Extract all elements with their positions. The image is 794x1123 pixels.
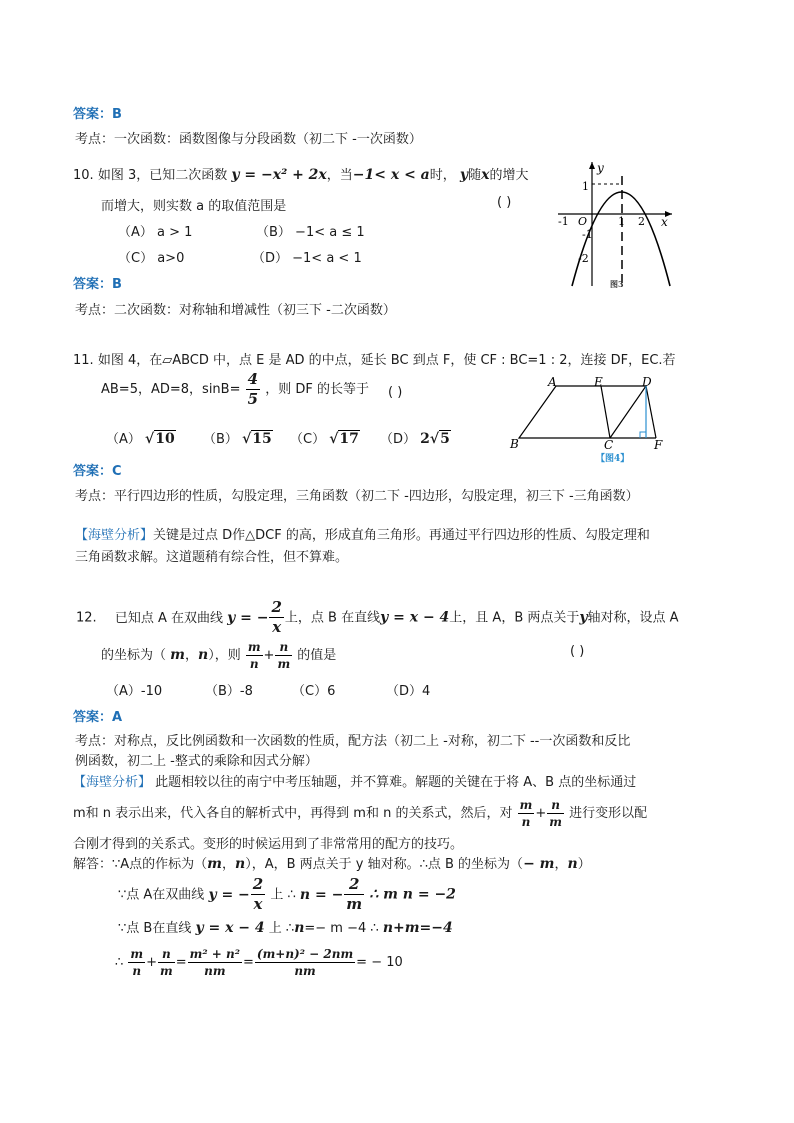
sqrt-expression: √10 [145, 431, 175, 447]
tick-label: -2 [578, 252, 589, 265]
origin-label: O [578, 215, 588, 228]
analysis-paragraph [75, 524, 650, 543]
var-x: x [481, 167, 490, 183]
option-a: （A） √10 [106, 431, 175, 447]
line-equation: y = x − 4 [380, 609, 450, 626]
fraction-m-n: $\frac{m}{n}$ [519, 798, 533, 829]
question-text: 时， [429, 168, 456, 183]
figure-caption: 【图4】 [596, 454, 630, 464]
question-12-line1 [76, 600, 679, 635]
sqrt-expression: √15 [242, 431, 272, 447]
fraction: $\frac{2}{x}$ [252, 875, 264, 913]
tick-label: 1 [582, 180, 589, 193]
solution-line-2: ∵点 A在双曲线 y = − $\frac{2}{x}$ 上 ∴ n = − $\frac{2}{m}$ ∴ m n = −2 [118, 875, 456, 913]
analysis-text: m和 n 表示出来，代入各自的解析式中，再得到 m和 n 的关系式，然后，对 [73, 806, 513, 821]
figure-3-parabola [552, 158, 680, 290]
point-label: C [604, 438, 614, 452]
question-text: ，当 [326, 168, 353, 183]
fraction-m-n: $\frac{m}{n}$ [130, 947, 144, 978]
axis-label-y: y [597, 161, 604, 175]
question-text: 上，且 A，B 两点关于 [449, 610, 580, 626]
fraction: $\frac{2}{x}$ [271, 598, 282, 636]
answer-label: 答案：B [73, 107, 122, 122]
analysis-text: 三角函数求解。这道题稍有综合性，但不算难。 [75, 550, 349, 565]
fraction-n-m: $\frac{n}{m}$ [549, 798, 562, 829]
kaodian-text: 考点：二次函数：对称轴和增减性（初三下 -二次函数） [75, 303, 396, 318]
question-11-line1 [73, 349, 676, 368]
point-label: A [548, 375, 557, 389]
option-a: （A） a > 1 [118, 225, 193, 240]
question-number: 10. [73, 168, 94, 183]
var-y: y [459, 167, 469, 183]
option-b: （B）-8 [205, 684, 253, 699]
point-label: D [642, 375, 652, 389]
figure-caption: 图3 [610, 279, 624, 289]
axis-label-x: x [661, 215, 668, 229]
point-label: E [594, 375, 603, 389]
analysis-tag: 【海壁分析】 [73, 775, 152, 790]
sqrt-expression: 2√5 [420, 431, 450, 447]
answer-label: 答案：A [73, 710, 123, 725]
hyperbola-equation: y = − $\frac{2}{x}$ [208, 875, 264, 913]
question-10-line1 [73, 164, 528, 183]
fraction-n-m: $\frac{n}{m}$ [160, 947, 173, 978]
fraction: $\frac{2}{m}$ [346, 875, 363, 913]
analysis-text: 合刚才得到的关系式。变形的时候运用到了非常常用的配方的技巧。 [73, 837, 464, 852]
question-text: ），则 [208, 648, 241, 663]
fraction-n-m: $\frac{n}{m}$ [277, 640, 291, 671]
question-text: 如图 3，已知二次函数 [97, 168, 228, 183]
analysis-tag: 【海壁分析】 [75, 528, 154, 543]
kaodian-text: 例函数，初二上 -整式的乘除和因式分解） [75, 754, 318, 769]
fraction-sum-squares: $\frac{\text{m² + n²}}{nm}$ [189, 947, 240, 978]
hyperbola-equation: y = − $\frac{2}{x}$ [227, 598, 282, 636]
option-d: （D） −1< a < 1 [252, 251, 362, 266]
solution-line-4: ∴ $\frac{m}{n}$ + $\frac{n}{m}$ = $\frac{\text{m² + n²}}{nm}$ = $\frac{\text{(m+n)² − 2nm}}{nm}$ = − 10 [115, 947, 403, 978]
sqrt-expression: √17 [329, 431, 359, 447]
question-text: 轴对称，设点 A [587, 610, 679, 626]
question-number: 11. [73, 353, 94, 368]
option-d: （D） 2√5 [380, 431, 450, 447]
question-11-line2 [101, 372, 369, 407]
tick-label: 2 [638, 215, 645, 228]
question-10-line2: 而增大，则实数 a 的取值范围是 [101, 199, 287, 214]
option-c: （C） √17 [290, 431, 359, 447]
tick-label: -1 [582, 228, 593, 241]
kaodian-text: 考点：平行四边形的性质，勾股定理，三角函数（初二下 -四边形，勾股定理，初三下 -三角函数） [75, 489, 639, 504]
analysis-paragraph [73, 771, 636, 790]
question-text: AB=5，AD=8，sinB= [101, 382, 241, 397]
answer-paren: ( ) [497, 195, 512, 210]
answer-label: 答案：C [73, 464, 122, 479]
analysis-text: 此题相较以往的南宁中考压轴题，并不算难。解题的关键在于将 A、B 点的坐标通过 [155, 775, 637, 790]
question-text: 的坐标为（ [101, 648, 167, 663]
answer-paren: ( ) [388, 385, 403, 400]
formula: y = −x² + 2x [231, 167, 327, 183]
analysis-text: 关键是过点 D作△DCF 的高，形成直角三角形。再通过平行四边形的性质、勾股定理和 [153, 528, 650, 543]
tick-label: 1 [618, 215, 625, 228]
answer-paren: ( ) [570, 644, 585, 659]
analysis-text: 进行变形以配 [569, 806, 648, 821]
question-text: 的值是 [297, 648, 337, 663]
question-text: 随 [468, 168, 482, 183]
option-b: （B） −1< a ≤ 1 [256, 225, 365, 240]
question-number: 12. [76, 610, 97, 626]
question-text: 如图 4，在▱ABCD 中，点 E 是 AD 的中点，延长 BC 到点 F，使 CF : BC=1 : 2，连接 DF，EC.若 [97, 353, 676, 368]
fraction-sin: $\frac{4}{5}$ [247, 370, 259, 408]
option-c: （C） a>0 [118, 251, 185, 266]
analysis-paragraph: m和 n 表示出来，代入各自的解析式中，再得到 m和 n 的关系式，然后，对 $\frac{m}{n}$ + $\frac{n}{m}$ 进行变形以配 [73, 798, 648, 829]
question-text: ，则 DF 的长等于 [265, 382, 369, 397]
question-text: 上，点 B 在直线 [284, 610, 381, 626]
option-b: （B） √15 [203, 431, 272, 447]
condition: −1< x < a [352, 167, 430, 183]
option-c: （C）6 [292, 684, 336, 699]
question-text: 的增大 [489, 168, 529, 183]
option-a: （A）-10 [106, 684, 163, 699]
question-12-line2: 的坐标为（ m，n），则 $\frac{m}{n}$ + $\frac{n}{m}$ 的值是 [101, 640, 337, 671]
solution-line-3: ∵点 B在直线 y = x − 4 上 ∴n=− m −4 ∴ n+m=−4 [118, 920, 453, 936]
fraction-completed-square: $\frac{\text{(m+n)² − 2nm}}{nm}$ [256, 947, 354, 978]
figure-4-parallelogram [506, 374, 676, 466]
tick-label: -1 [558, 215, 569, 228]
solution-line-1: 解答：∵A点的作标为（m，n），A，B 两点关于 y 轴对称。∴点 B 的坐标为（− m，n） [73, 856, 591, 872]
fraction-m-n: $\frac{m}{n}$ [247, 640, 261, 671]
option-d: （D）4 [386, 684, 431, 699]
var-y: y [579, 609, 588, 626]
question-text: 已知点 A 在双曲线 [114, 610, 223, 626]
point-label: B [510, 437, 519, 451]
kaodian-text: 考点：对称点，反比例函数和一次函数的性质，配方法（初二上 -对称，初二下 --一次函数和反比 [75, 734, 631, 749]
point-label: F [654, 438, 663, 452]
answer-label: 答案：B [73, 277, 122, 292]
kaodian-text: 考点：一次函数：函数图像与分段函数（初二下 -一次函数） [75, 132, 422, 147]
